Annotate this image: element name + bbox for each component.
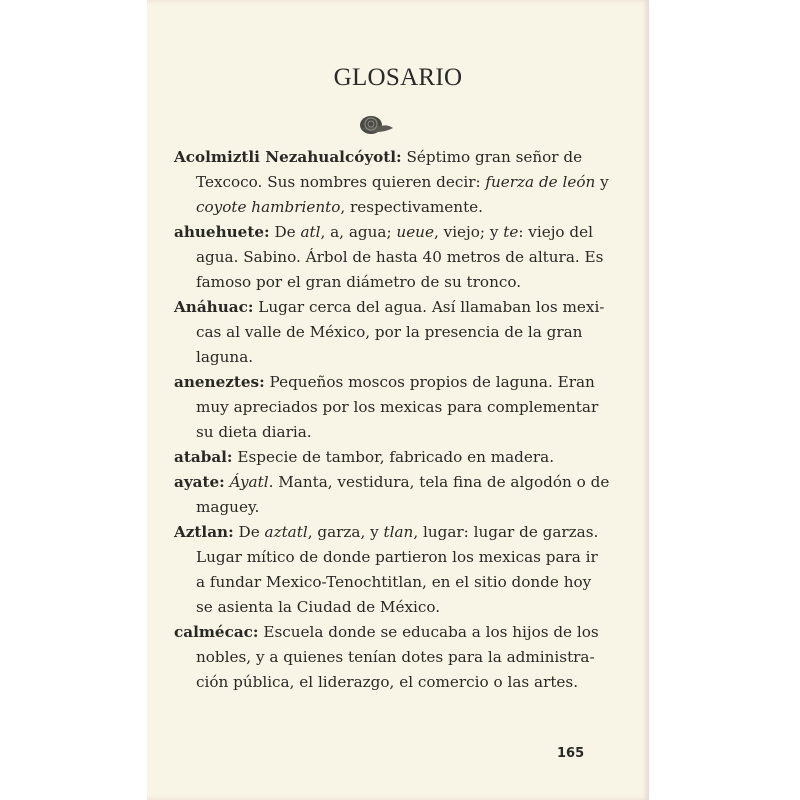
- entry-term: ayate:: [174, 473, 225, 491]
- entry-italic-text: ueue: [396, 223, 434, 241]
- entry-text: y: [595, 173, 609, 191]
- entry-line: [174, 220, 593, 245]
- entry-text: , viejo; y: [433, 223, 504, 241]
- entry-line: [174, 395, 599, 420]
- glossary-entry: [174, 145, 609, 220]
- entry-text: Lugar cerca del agua. Así llamaban los mexi-: [253, 298, 605, 316]
- glossary-entry: [174, 370, 599, 445]
- entry-text: famoso por el gran diámetro de su tronco.: [196, 273, 522, 291]
- entry-line: [174, 520, 599, 545]
- entry-text: ción pública, el liderazgo, el comercio o las artes.: [196, 673, 579, 691]
- entry-term: Aztlan:: [174, 523, 234, 541]
- entry-text: muy apreciados por los mexicas para complementar: [196, 398, 599, 416]
- entry-italic-text: coyote hambriento: [196, 198, 341, 216]
- entry-line: [174, 595, 582, 620]
- entry-line: [174, 320, 582, 345]
- entry-line: [174, 545, 598, 570]
- snail-ornament-icon: [359, 114, 395, 141]
- glossary-entry: [174, 295, 605, 370]
- entry-term: calmécac:: [174, 623, 259, 641]
- entry-text: su dieta diaria.: [196, 423, 312, 441]
- entry-line: [174, 420, 582, 445]
- entry-term: ahuehuete:: [174, 223, 270, 241]
- entry-text: . Manta, vestidura, tela fina de algodón o de: [268, 473, 610, 491]
- entry-text: Séptimo gran señor de: [401, 148, 583, 166]
- entry-text: agua. Sabino. Árbol de hasta 40 metros de altura. Es: [196, 248, 604, 266]
- glossary-entry: [174, 620, 599, 695]
- glossary-entry: [174, 445, 582, 470]
- entry-term: Acolmiztli Nezahualcóyotl:: [174, 148, 402, 166]
- entry-italic-text: te: [503, 223, 519, 241]
- entry-text: Escuela donde se educaba a los hijos de los: [258, 623, 599, 641]
- entry-term: atabal:: [174, 448, 233, 466]
- entry-text: De: [269, 223, 301, 241]
- entry-italic-text: atl: [300, 223, 321, 241]
- entry-text: Especie de tambor, fabricado en madera.: [232, 448, 555, 466]
- entry-text: Lugar mítico de donde partieron los mexicas para ir: [196, 548, 598, 566]
- entry-text: , garza, y: [307, 523, 384, 541]
- book-page: [147, 0, 649, 800]
- entry-italic-text: fuerza de león: [485, 173, 596, 191]
- entry-text: Pequeños moscos propios de laguna. Eran: [264, 373, 595, 391]
- entry-line: [174, 195, 582, 220]
- entry-text: maguey.: [196, 498, 260, 516]
- glossary-entry: [174, 220, 604, 295]
- entry-text: se asienta la Ciudad de México.: [196, 598, 441, 616]
- entry-text: , a, agua;: [320, 223, 397, 241]
- entry-line: [174, 470, 610, 495]
- entry-text: De: [233, 523, 265, 541]
- glossary-entries: [174, 145, 610, 695]
- entry-line: [174, 270, 582, 295]
- entry-line: [174, 670, 582, 695]
- entry-text: , respectivamente.: [340, 198, 483, 216]
- entry-text: nobles, y a quienes tenían dotes para la administra-: [196, 648, 595, 666]
- entry-text: a fundar Mexico-Tenochtitlan, en el sitio donde hoy: [196, 573, 592, 591]
- entry-line: [174, 370, 595, 395]
- entry-line: [174, 345, 582, 370]
- page-title: GLOSARIO: [333, 64, 463, 91]
- entry-italic-text: tlan: [383, 523, 414, 541]
- entry-italic-text: Áyatl: [229, 473, 269, 491]
- entry-text: , lugar: lugar de garzas.: [413, 523, 599, 541]
- entry-line: [174, 245, 604, 270]
- entry-italic-text: aztatl: [264, 523, 308, 541]
- entry-term: aneneztes:: [174, 373, 265, 391]
- entry-text: cas al valle de México, por la presencia de la gran: [196, 323, 583, 341]
- entry-text: Texcoco. Sus nombres quieren decir:: [196, 173, 486, 191]
- glossary-entry: [174, 470, 610, 520]
- entry-line: [174, 495, 582, 520]
- entry-term: Anáhuac:: [174, 298, 254, 316]
- entry-line: [174, 570, 592, 595]
- page-number: 165: [557, 746, 585, 761]
- entry-line: [174, 645, 595, 670]
- glossary-entry: [174, 520, 599, 620]
- entry-text: : viejo del: [518, 223, 593, 241]
- entry-line: [174, 170, 609, 195]
- entry-line: [174, 295, 605, 320]
- entry-line: [174, 620, 599, 645]
- entry-text: laguna.: [196, 348, 254, 366]
- entry-line: [174, 445, 582, 470]
- entry-line: [174, 145, 582, 170]
